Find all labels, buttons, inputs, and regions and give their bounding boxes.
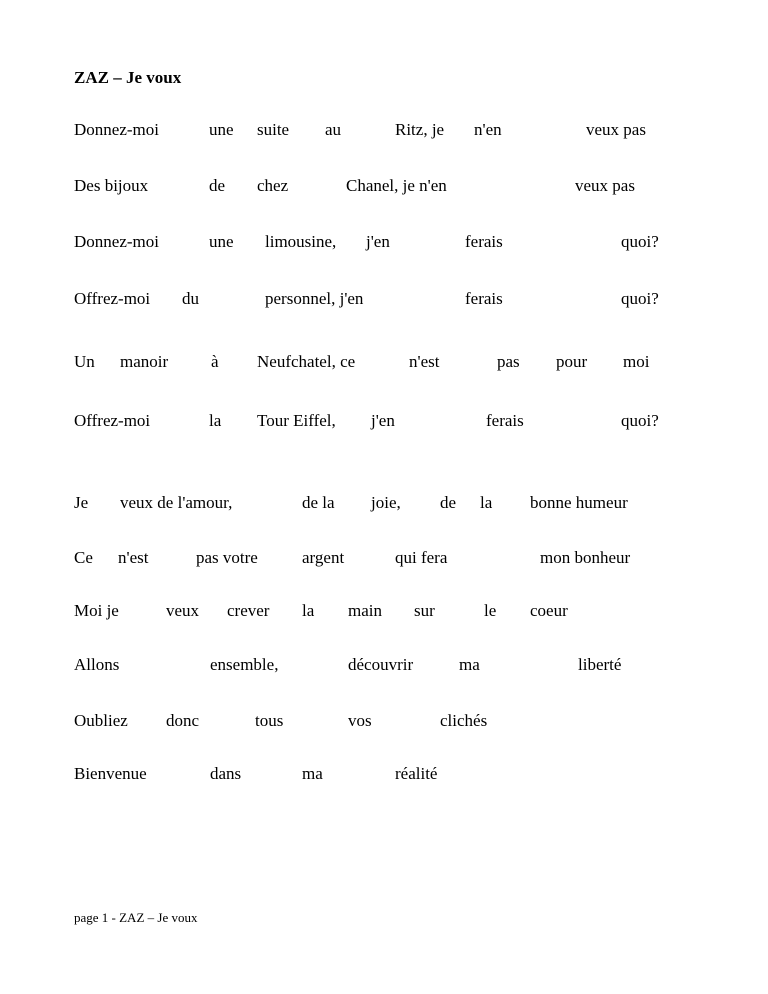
lyric-word: crever: [227, 601, 270, 620]
lyric-word: au: [325, 120, 342, 139]
lyric-word: Je: [74, 493, 89, 512]
song-title: ZAZ – Je voux: [74, 68, 182, 87]
lyric-word: réalité: [395, 764, 438, 783]
lyric-word: j'en: [371, 411, 395, 430]
lyric-word: ferais: [465, 289, 503, 308]
lyric-word: bonne humeur: [530, 493, 628, 512]
lyric-line: [0, 599, 768, 623]
lyric-word: tous: [255, 711, 284, 730]
lyric-word: pas votre: [196, 548, 258, 567]
lyric-line: [0, 287, 768, 311]
lyric-word: veux de l'amour,: [120, 493, 233, 512]
page-footer: page 1 - ZAZ – Je voux: [74, 910, 198, 925]
lyric-line: [0, 709, 768, 733]
lyric-word: Offrez-moi: [74, 289, 151, 308]
lyric-word: personnel, j'en: [265, 289, 364, 308]
lyric-word: Donnez-moi: [74, 120, 159, 139]
lyric-word: Donnez-moi: [74, 232, 159, 251]
lyric-line: [0, 174, 768, 198]
lyric-word: Bienvenue: [74, 764, 147, 783]
lyric-word: manoir: [120, 352, 169, 371]
lyric-word: moi: [623, 352, 650, 371]
lyric-line: [0, 653, 768, 677]
lyric-word: la: [302, 601, 315, 620]
lyric-word: n'est: [118, 548, 149, 567]
lyric-line: [0, 546, 768, 570]
lyric-word: Allons: [74, 655, 120, 674]
lyric-word: argent: [302, 548, 345, 567]
lyric-word: la: [209, 411, 222, 430]
lyric-word: la: [480, 493, 493, 512]
lyric-word: quoi?: [621, 411, 659, 430]
lyric-word: Ritz, je: [395, 120, 445, 139]
lyric-word: dans: [210, 764, 242, 783]
lyric-word: à: [211, 352, 219, 371]
lyric-word: une: [209, 120, 234, 139]
lyric-word: pas: [497, 352, 520, 371]
lyric-word: clichés: [440, 711, 488, 730]
lyric-word: pour: [556, 352, 588, 371]
lyric-word: main: [348, 601, 382, 620]
lyric-word: Des bijoux: [74, 176, 149, 195]
lyric-word: Offrez-moi: [74, 411, 151, 430]
lyric-word: de: [209, 176, 226, 195]
lyric-line: [0, 118, 768, 142]
lyric-word: sur: [414, 601, 435, 620]
lyric-word: j'en: [366, 232, 390, 251]
lyric-word: quoi?: [621, 232, 659, 251]
lyric-word: ensemble,: [210, 655, 279, 674]
lyric-word: Neufchatel, ce: [257, 352, 356, 371]
lyric-word: ferais: [486, 411, 524, 430]
lyric-word: n'est: [409, 352, 440, 371]
lyric-word: qui fera: [395, 548, 448, 567]
lyric-word: découvrir: [348, 655, 414, 674]
lyric-word: de la: [302, 493, 335, 512]
lyric-word: du: [182, 289, 199, 308]
lyric-word: ferais: [465, 232, 503, 251]
lyric-word: ma: [302, 764, 323, 783]
lyric-word: Chanel, je n'en: [346, 176, 447, 195]
lyric-line: [0, 491, 768, 515]
lyric-word: Ce: [74, 548, 93, 567]
lyric-word: ma: [459, 655, 480, 674]
lyric-line: [0, 409, 768, 433]
lyric-word: limousine,: [265, 232, 337, 251]
lyric-word: vos: [348, 711, 372, 730]
lyric-word: n'en: [474, 120, 502, 139]
lyric-word: veux pas: [575, 176, 635, 195]
lyric-word: Un: [74, 352, 95, 371]
lyric-word: veux: [166, 601, 200, 620]
lyric-line: [0, 350, 768, 374]
lyric-line: [0, 762, 768, 786]
lyric-line: [0, 230, 768, 254]
lyric-word: coeur: [530, 601, 568, 620]
lyric-word: Moi je: [74, 601, 119, 620]
lyric-word: le: [484, 601, 497, 620]
lyric-word: donc: [166, 711, 200, 730]
lyric-word: quoi?: [621, 289, 659, 308]
lyric-word: mon bonheur: [540, 548, 631, 567]
lyric-word: suite: [257, 120, 290, 139]
lyric-word: Oubliez: [74, 711, 128, 730]
lyric-word: de: [440, 493, 457, 512]
lyric-word: une: [209, 232, 234, 251]
lyric-word: Tour Eiffel,: [257, 411, 336, 430]
lyric-word: chez: [257, 176, 289, 195]
lyric-word: veux pas: [586, 120, 646, 139]
lyric-word: joie,: [371, 493, 401, 512]
lyric-word: liberté: [578, 655, 622, 674]
